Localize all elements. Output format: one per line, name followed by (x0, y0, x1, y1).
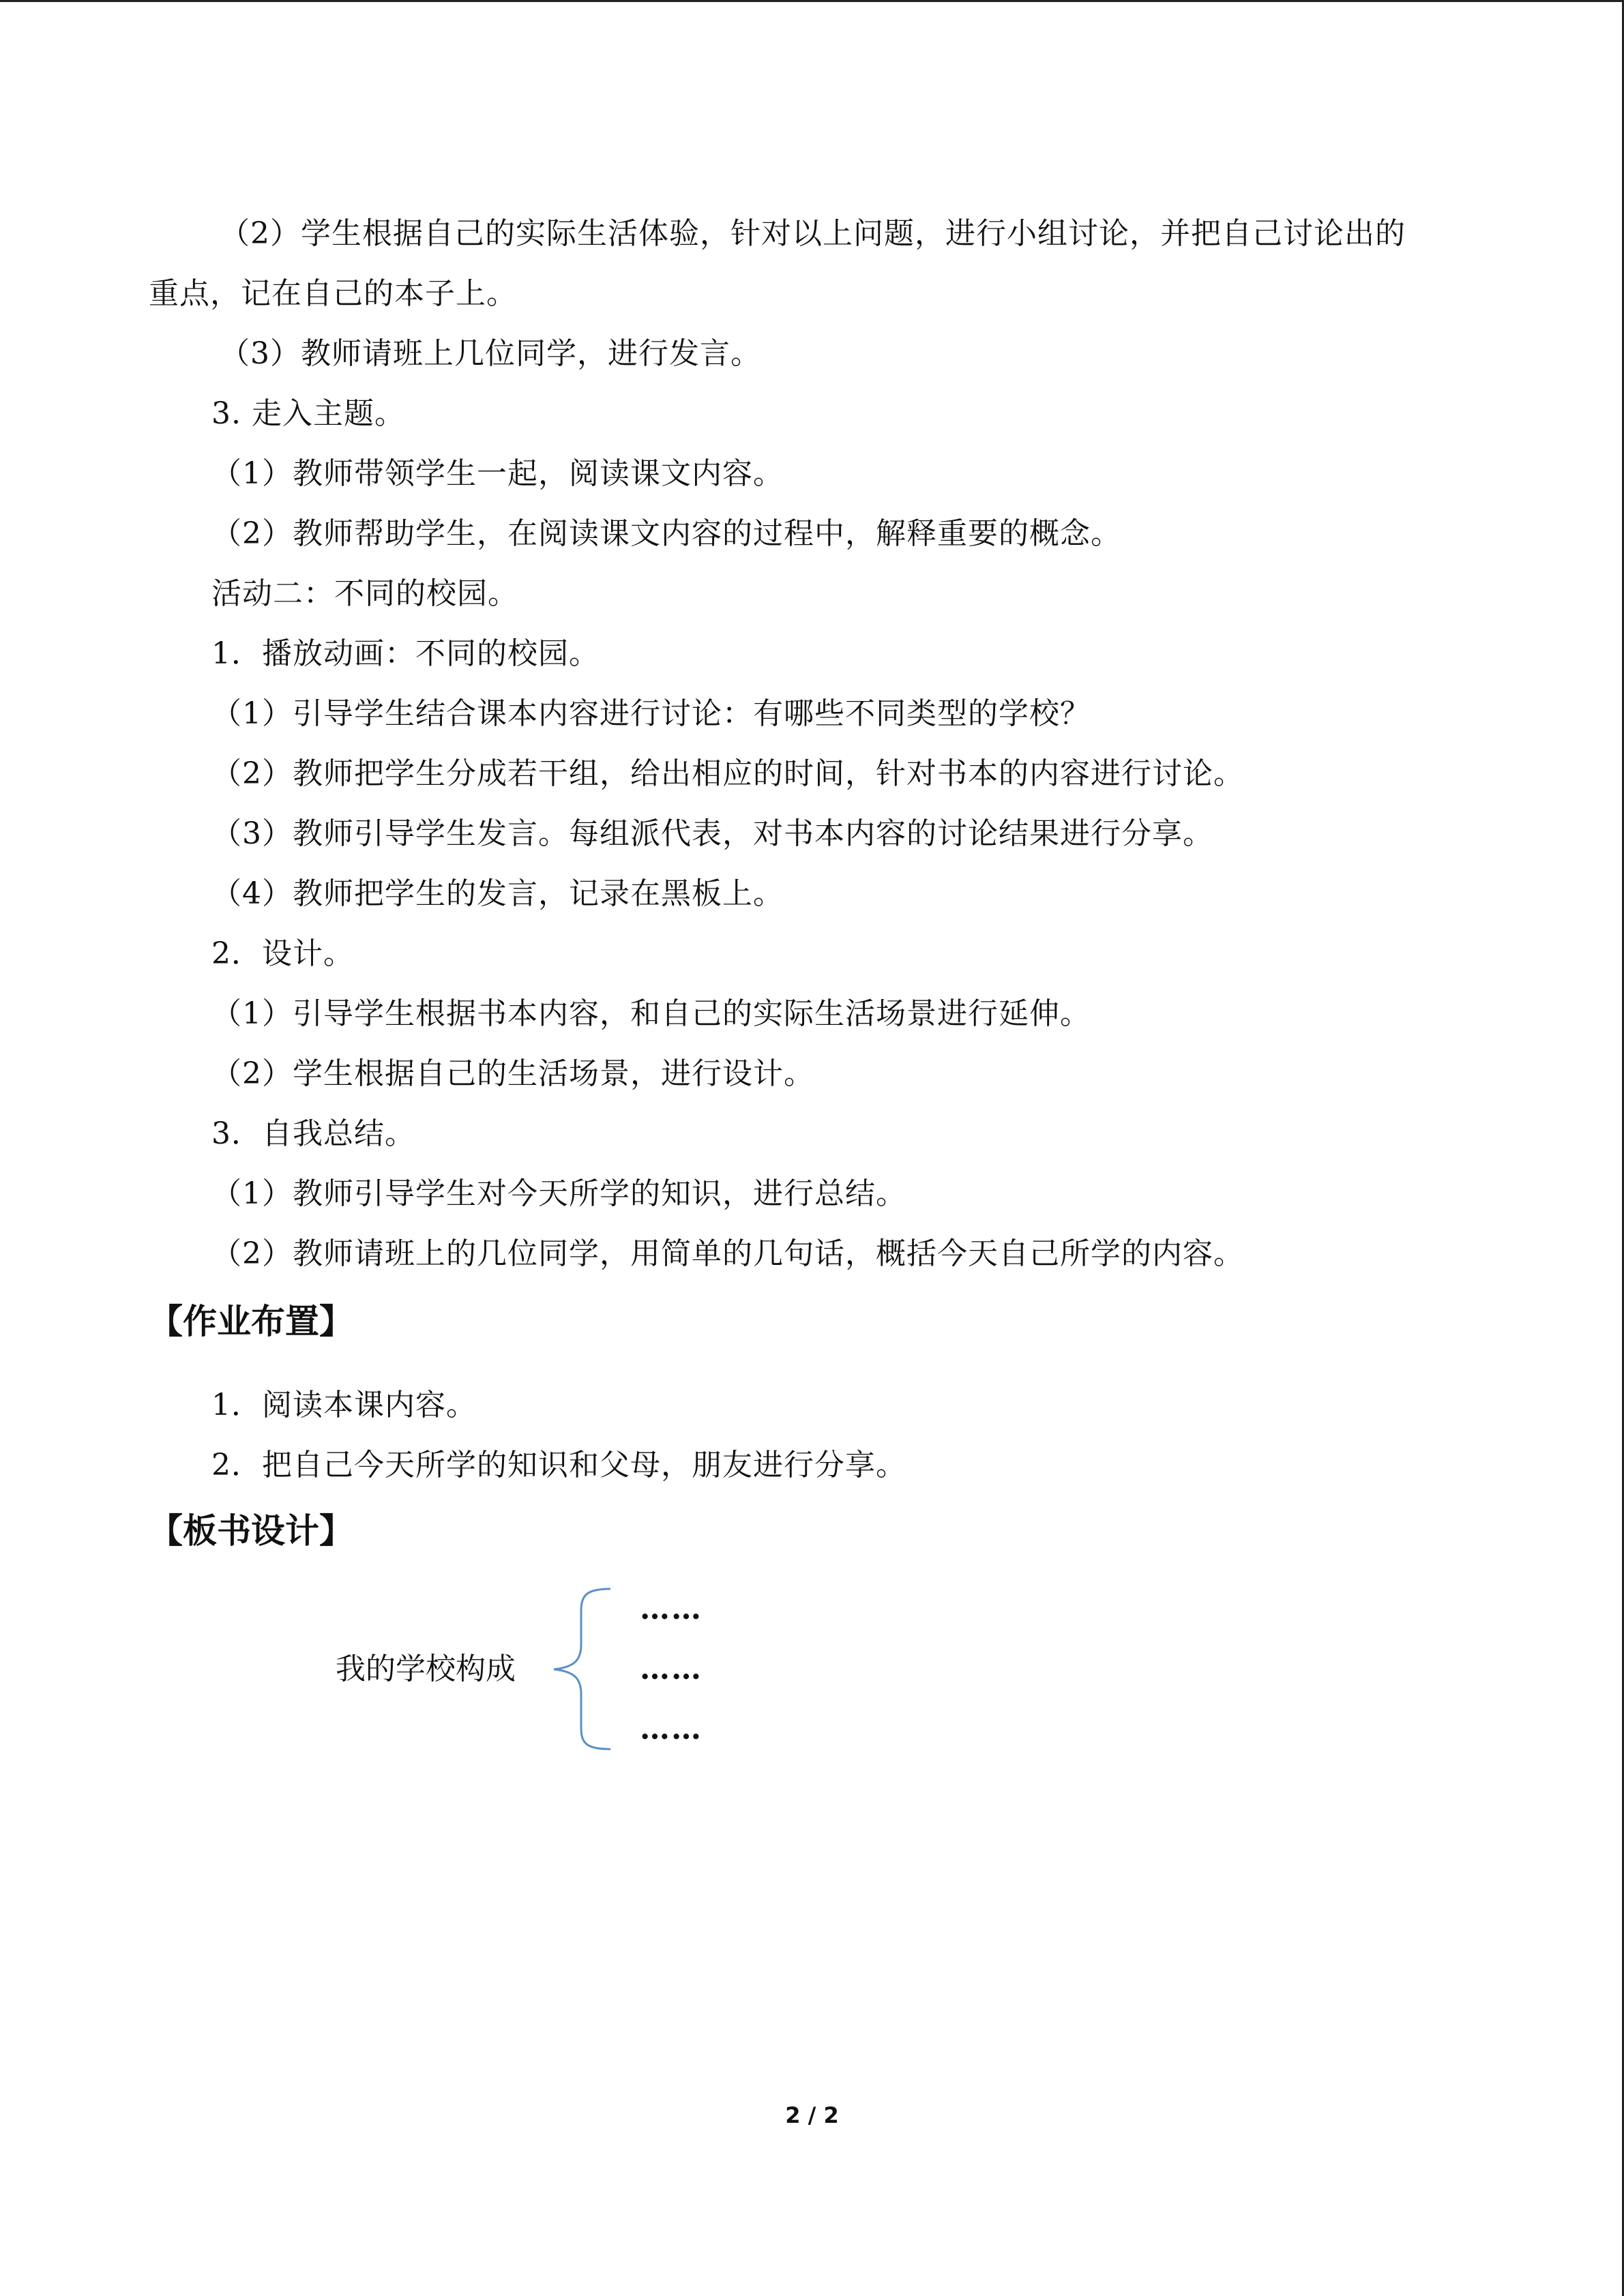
board-branch: …… (640, 1712, 703, 1746)
paragraph: 3．自我总结。 (211, 1116, 415, 1151)
paragraph: （2）学生根据自己的生活场景，进行设计。 (211, 1056, 814, 1091)
paragraph: （1）教师引导学生对今天所学的知识，进行总结。 (211, 1176, 906, 1211)
board-design-heading: 【板书设计】 (149, 1511, 353, 1551)
paragraph: 活动二：不同的校园。 (211, 576, 518, 611)
page-top-border (0, 0, 1624, 2)
paragraph: 1．播放动画：不同的校园。 (211, 636, 600, 671)
homework-item: 2．把自己今天所学的知识和父母，朋友进行分享。 (211, 1448, 906, 1482)
paragraph: （4）教师把学生的发言，记录在黑板上。 (211, 876, 784, 911)
board-branch: …… (640, 1652, 703, 1686)
homework-heading: 【作业布置】 (149, 1302, 353, 1341)
paragraph: 2．设计。 (211, 936, 354, 971)
paragraph: （2）教师把学生分成若干组，给出相应的时间，针对书本的内容进行讨论。 (211, 756, 1244, 791)
paragraph: （2）教师请班上的几位同学，用简单的几句话，概括今天自己所学的内容。 (211, 1236, 1244, 1271)
paragraph: （3）教师引导学生发言。每组派代表，对书本内容的讨论结果进行分享。 (211, 816, 1213, 851)
homework-item: 1．阅读本课内容。 (211, 1388, 477, 1422)
paragraph: （1）引导学生根据书本内容，和自己的实际生活场景进行延伸。 (211, 996, 1091, 1031)
paragraph: 重点，记在自己的本子上。 (149, 276, 517, 311)
paragraph: （3）教师请班上几位同学，进行发言。 (220, 336, 761, 371)
paragraph: （1）引导学生结合课本内容进行讨论：有哪些不同类型的学校？ (211, 696, 1091, 731)
board-branch: …… (640, 1592, 703, 1626)
paragraph: （2）教师帮助学生，在阅读课文内容的过程中，解释重要的概念。 (211, 516, 1121, 551)
paragraph: （1）教师带领学生一起，阅读课文内容。 (211, 456, 784, 491)
paragraph: （2）学生根据自己的实际生活体验，针对以上问题，进行小组讨论，并把自己讨论出的 (220, 216, 1406, 251)
page-number: 2 / 2 (785, 2102, 839, 2128)
board-main-label: 我的学校构成 (336, 1652, 516, 1686)
paragraph: 3. 走入主题。 (211, 396, 405, 431)
